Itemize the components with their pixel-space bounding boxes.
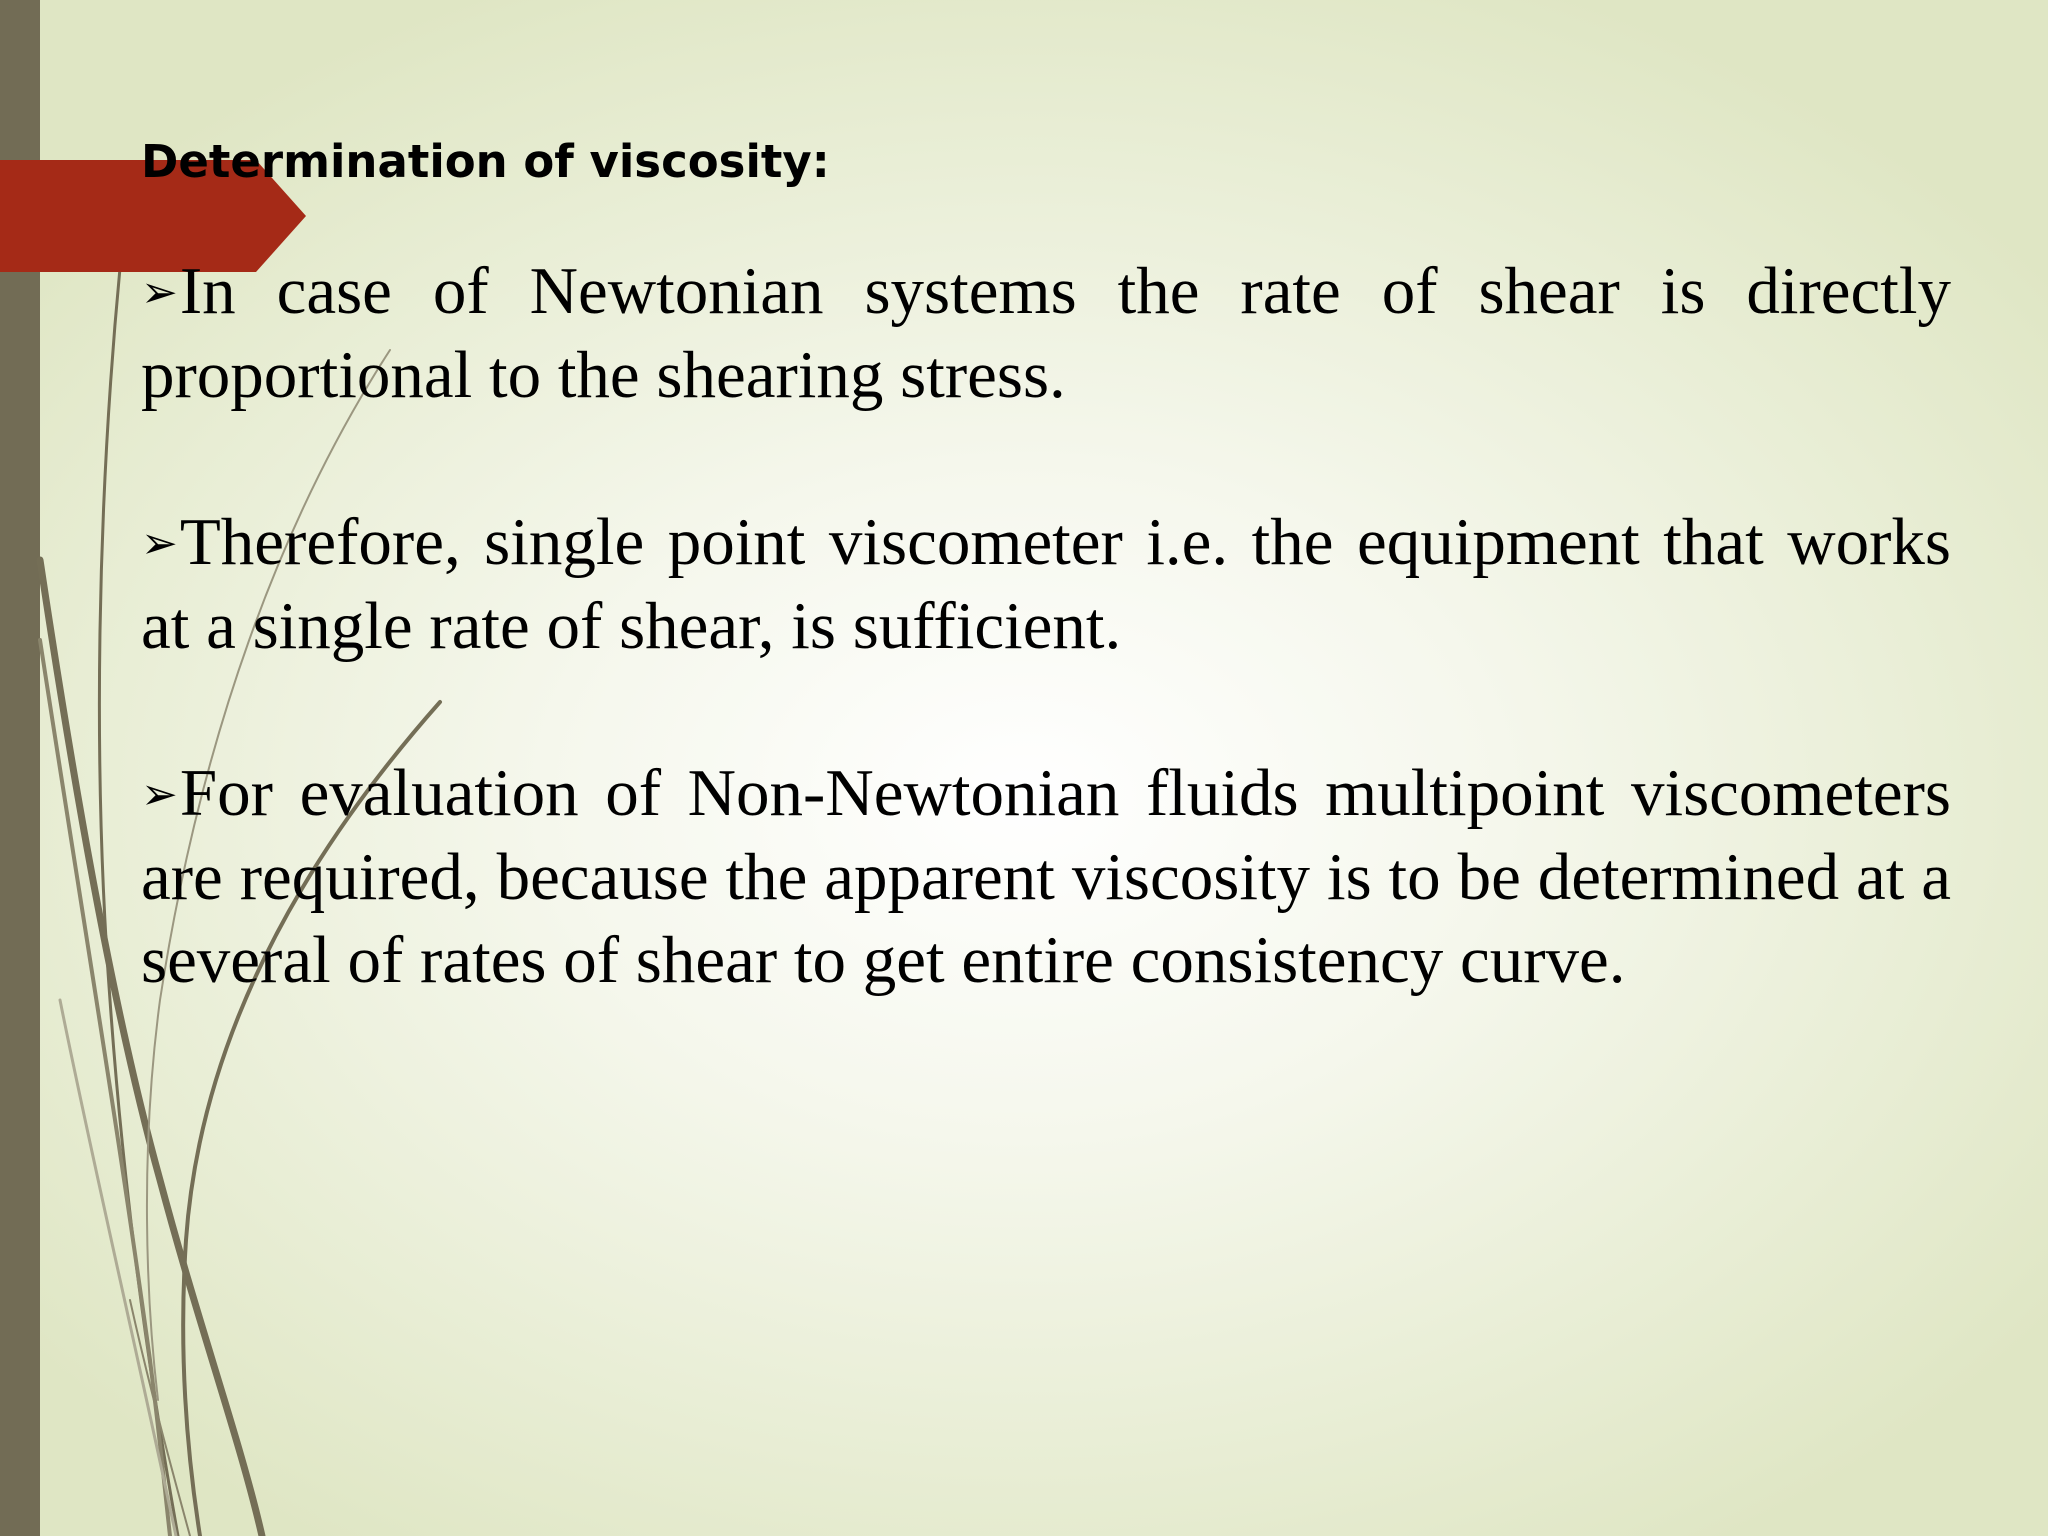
arrow-bullet-icon: ➢ [141,518,178,569]
bullet-list [141,250,1951,1086]
bullet-text: In case of Newtonian systems the rate of shear is directly proportional to the shearing stress. [141,254,1951,412]
arrow-bullet-icon: ➢ [141,769,178,820]
bullet-text: Therefore, single point viscometer i.e. the equipment that works at a single rate of shear, is sufficient. [141,505,1951,663]
stem-7 [130,1300,190,1536]
bullet-item-newtonian [141,250,1951,417]
bullet-text: For evaluation of Non-Newtonian fluids multipoint viscometers are required, because the apparent viscosity is to be determined at a several of rates of shear to get entire consistency curve. [141,756,1951,997]
slide-title: Determination of viscosity: [141,135,830,188]
bullet-item-non-newtonian [141,752,1951,1002]
bullet-item-single-point [141,501,1951,668]
arrow-bullet-icon: ➢ [141,267,178,318]
